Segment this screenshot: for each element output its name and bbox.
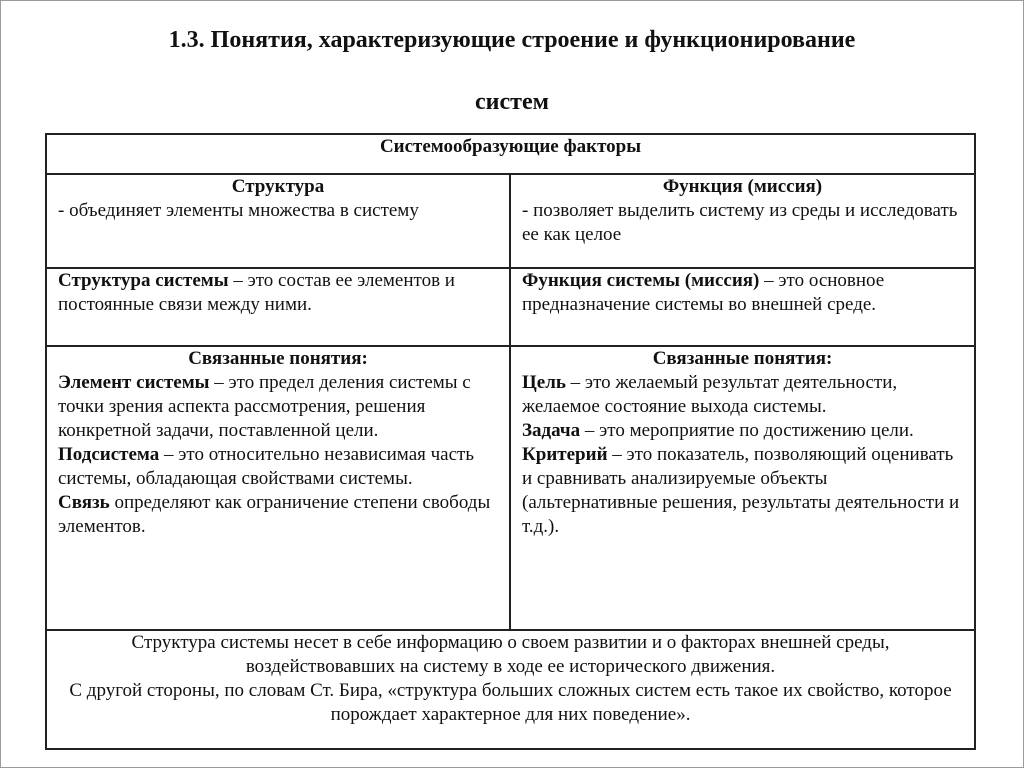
list-item (522, 443, 963, 539)
function-definition-cell (510, 268, 975, 346)
system-factors-table (45, 133, 976, 750)
list-item (58, 491, 498, 539)
function-heading: Функция (миссия) (662, 176, 823, 197)
table-row (46, 630, 975, 749)
table-row (46, 174, 975, 268)
structure-definition-cell (46, 268, 510, 346)
function-term: Функция системы (миссия) (522, 270, 760, 291)
list-item (522, 419, 963, 443)
table-row (46, 268, 975, 346)
list-item (58, 443, 498, 491)
criterion-term: Критерий (522, 444, 608, 465)
subsystem-definition: – это относительно независимая часть системы, обладающая свойствами системы. (58, 444, 475, 489)
structure-heading: Структура (231, 176, 325, 197)
footer-cell (46, 630, 975, 749)
structure-definition: – это состав ее элементов и постоянные связи между ними. (58, 270, 455, 315)
function-definition: – это основное предназначение системы во внешней среде. (522, 270, 885, 315)
table-header-row (46, 134, 975, 174)
page-title-line-2: систем (475, 89, 549, 115)
structure-cell (46, 174, 510, 268)
table-row (46, 346, 975, 630)
function-text: - позволяет выделить систему из среды и исследовать ее как целое (522, 200, 958, 245)
table-header-cell: Системообразующие факторы (46, 134, 975, 174)
related-concepts-right-cell (510, 346, 975, 630)
page-title-line-1: 1.3. Понятия, характеризующие строение и функционирование (168, 27, 856, 53)
link-term: Связь (58, 492, 110, 513)
criterion-definition: – это показатель, позволяющий оценивать и сравнивать анализируемые объекты (альтернативные решения, результаты деятельности и т.д.). (522, 444, 960, 537)
element-term: Элемент системы (58, 372, 210, 393)
related-concepts-left-cell (46, 346, 510, 630)
related-concepts-heading: Связанные понятия: (652, 348, 833, 369)
task-definition: – это мероприятие по достижению цели. (580, 420, 914, 441)
footer-quote-paragraph: С другой стороны, по словам Ст. Бира, «структура больших сложных систем есть такое их свойство, которое порождает характерное для них поведение». (69, 680, 952, 725)
element-definition: – это предел деления системы с точки зрения аспекта рассмотрения, решения конкретной задачи, поставленной цели. (58, 372, 471, 441)
structure-text: - объединяет элементы множества в систему (58, 200, 419, 221)
goal-definition: – это желаемый результат деятельности, желаемое состояние выхода системы. (522, 372, 898, 417)
goal-term: Цель (522, 372, 566, 393)
link-definition: определяют как ограничение степени свободы элементов. (58, 492, 491, 537)
function-cell (510, 174, 975, 268)
subsystem-term: Подсистема (58, 444, 160, 465)
related-concepts-heading: Связанные понятия: (188, 348, 368, 369)
list-item (58, 371, 498, 443)
footer-paragraph: Структура системы несет в себе информацию о своем развитии и о факторах внешней среды, воздействовавших на систему в ходе ее исторического движения. (131, 632, 890, 677)
structure-term: Структура системы (58, 270, 229, 291)
list-item (522, 371, 963, 419)
task-term: Задача (522, 420, 581, 441)
